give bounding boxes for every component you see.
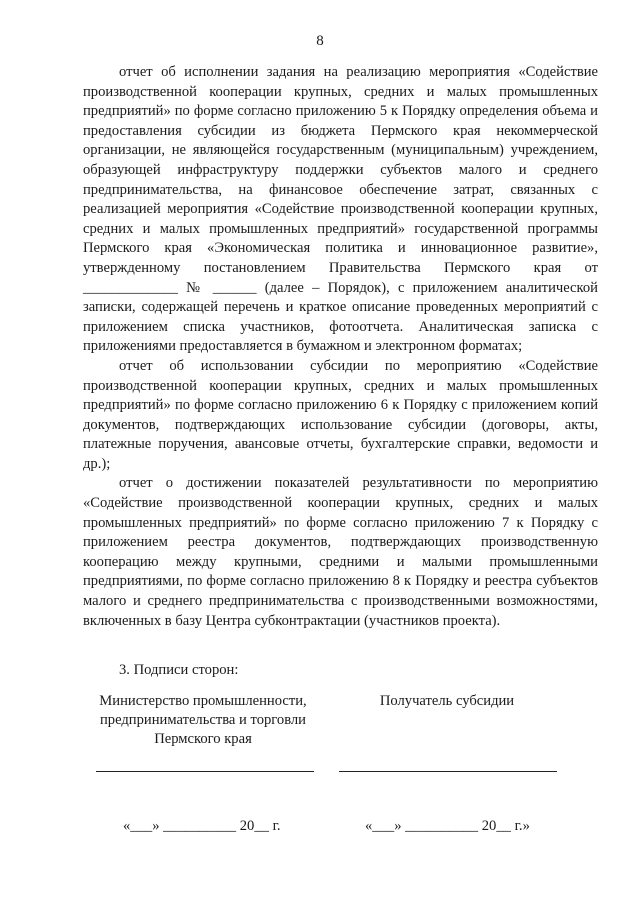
paragraph-report-performance: отчет о достижении показателей результативности по мероприятию «Содействие производственной кооперации крупных, средних и малых промышленных предприятий» по форме согласно приложению 7 к Порядку с приложением реестра документов, подтверждающих производственную кооперацию между крупными, средними и малыми промышленными предприятиями, по форме согласно приложению 8 к Порядку и реестра субъектов малого и среднего предпринимательства с производственными возможностями, включенных в базу Центра субконтрактации (участников проекта). <box>83 475 598 629</box>
section-heading-signatures: 3. Подписи сторон: <box>119 662 239 678</box>
paragraph-report-subsidy-use: отчет об использовании субсидии по мероприятию «Содействие производственной кооперации крупных, средних и малых промышленных предприятий» по форме согласно приложению 6 к Порядку с приложением копий документов, подтверждающих использование субсидии (договоры, акты, платежные поручения, авансовые отчеты, бухгалтерские справки, ведомости и др.); <box>83 357 598 472</box>
paragraph-report-execution: отчет об исполнении задания на реализацию мероприятия «Содействие производственной кооперации крупных, средних и малых промышленных предприятий» по форме согласно приложению 5 к Порядку определения объема и предоставления субсидии из бюджета Пермского края некоммерческой организации, не являющейся государственным (муниципальным) учреждением, образующей инфраструктуру поддержки субъектов малого и среднего предпринимательства, на финансовое обеспечение затрат, связанных с реализацией мероприятия «Содействие производственной кооперации крупных, средних и малых промышленных предприятий» государственной программы Пермского края «Экономическая политика и инновационное развитие», утвержденному постановлением Правительства Пермского края от _____________ № ______ (далее – Порядок), с приложением аналитической записки, содержащей перечень и краткое описание проведенных мероприятий с приложением списка участников, фотоотчета. Аналитическая записка с приложениями предоставляется в бумажном и электронном форматах; <box>83 64 598 355</box>
signature-date-recipient: «___» __________ 20__ г.» <box>365 818 530 834</box>
document-body <box>83 63 598 631</box>
page-number: 8 <box>316 33 324 49</box>
signature-line-ministry <box>96 771 314 772</box>
signature-line-recipient <box>339 771 557 772</box>
signature-party-recipient: Получатель субсидии <box>379 693 515 709</box>
signature-party-ministry: Министерство промышленности, предпринимательства и торговли Пермского края <box>99 693 307 747</box>
signature-date-ministry: «___» __________ 20__ г. <box>123 818 281 834</box>
